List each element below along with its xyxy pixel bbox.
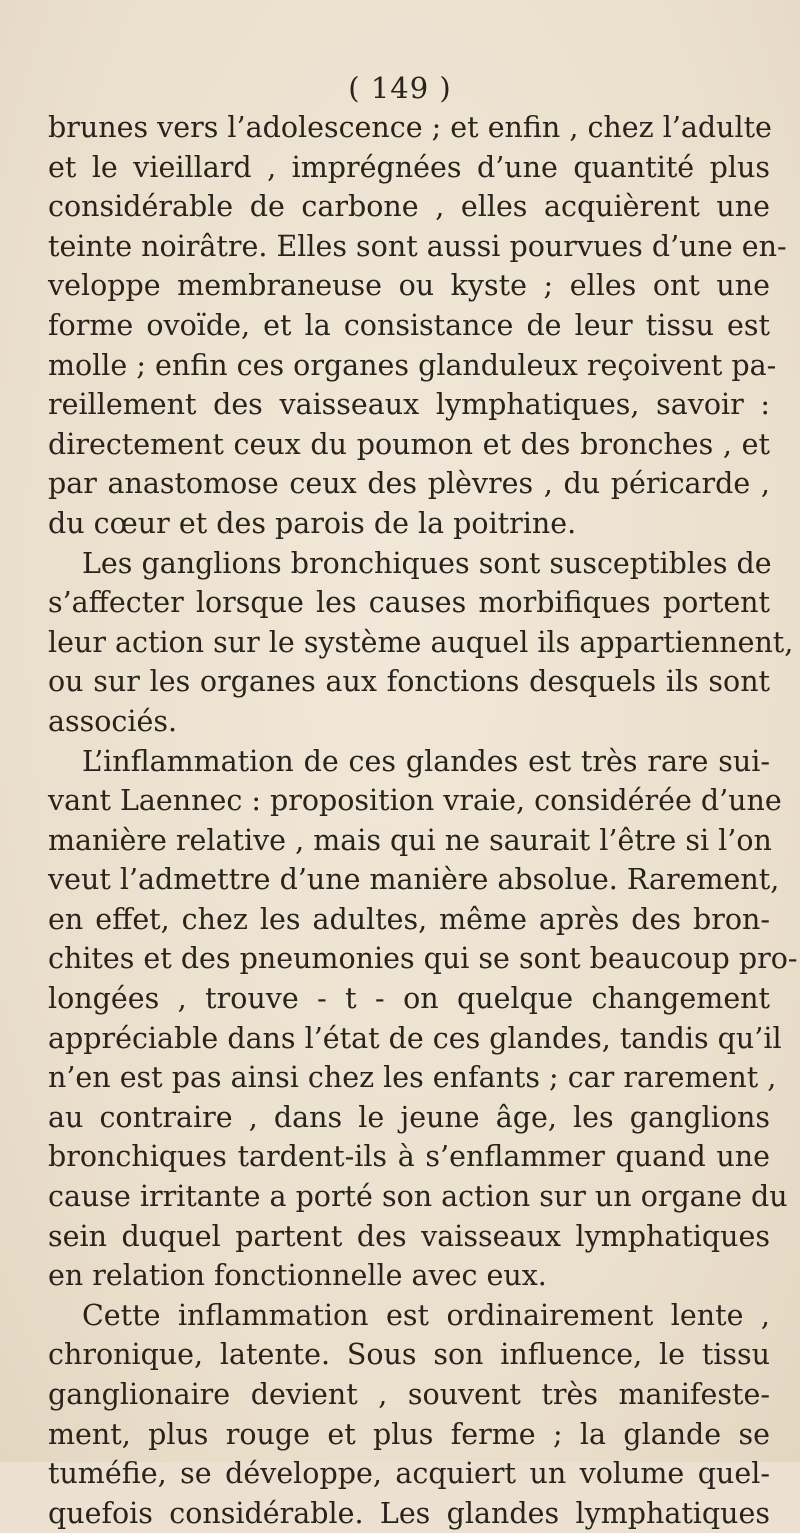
text-line: et le vieillard , imprégnées d’une quantité plus [48,150,770,184]
text-line: du cœur et des parois de la poitrine. [48,506,577,540]
text-line: vant Laennec : proposition vraie, considérée d’une [48,784,782,818]
text-line: veut l’admettre d’une manière absolue. Rarement, [48,863,780,897]
text-line: s’affecter lorsque les causes morbifiques portent [48,586,770,620]
text-line: au contraire , dans le jeune âge, les ganglions [48,1100,770,1134]
text-line: ganglionaire devient , souvent très manifeste- [48,1378,770,1411]
text-line: directement ceux du poumon et des bronches , et [48,427,770,461]
text-line: brunes vers l’adolescence ; et enfin , chez l’adulte [48,111,772,144]
text-line: ment, plus rouge et plus ferme ; la glande se [48,1417,770,1451]
text-line: longées , trouve - t - on quelque changement [48,982,770,1016]
text-line: en relation fonctionnelle avec eux. [48,1259,547,1293]
text-line: sein duquel partent des vaisseaux lymphatiques [48,1219,770,1253]
page-number: ( 149 ) [348,71,452,105]
text-line: chronique, latente. Sous son influence, le tissu [48,1338,770,1372]
text-line: chites et des pneumonies qui se sont beaucoup pro- [48,942,798,976]
text-line: teinte noirâtre. Elles sont aussi pourvues d’une en- [48,229,787,263]
text-line: L’inflammation de ces glandes est très rare sui- [82,744,770,778]
text-line: en effet, chez les adultes, même après des bron- [48,902,770,936]
text-line: forme ovoïde, et la consistance de leur tissu est [48,308,770,342]
text-line: reillement des vaisseaux lymphatiques, savoir : [48,388,770,422]
text-line: molle ; enfin ces organes glanduleux reçoivent pa- [48,348,777,382]
text-line: veloppe membraneuse ou kyste ; elles ont une [48,269,770,303]
text-line: leur action sur le système auquel ils appartiennent, [48,625,794,659]
text-line: considérable de carbone , elles acquièrent une [48,190,770,224]
text-line: tuméfie, se développe, acquiert un volume quel- [48,1457,770,1491]
text-line: Les ganglions bronchiques sont susceptibles de [82,546,772,580]
text-line: manière relative , mais qui ne saurait l’être si l’on [48,823,772,857]
text-line: bronchiques tardent-ils à s’enflammer quand une [48,1140,770,1174]
text-line: quefois considérable. Les glandes lymphatiques [48,1496,770,1530]
text-line: par anastomose ceux des plèvres , du péricarde , [48,467,770,501]
text-line: associés. [48,704,178,738]
text-line: Cette inflammation est ordinairement lente , [82,1298,770,1332]
text-line: appréciable dans l’état de ces glandes, tandis qu’il [48,1021,782,1055]
text-line: cause irritante a porté son action sur un organe du [48,1180,788,1214]
body-text [48,108,798,1533]
text-line: ou sur les organes aux fonctions desquels ils sont [48,665,770,699]
text-line: n’en est pas ainsi chez les enfants ; car rarement , [48,1061,777,1095]
